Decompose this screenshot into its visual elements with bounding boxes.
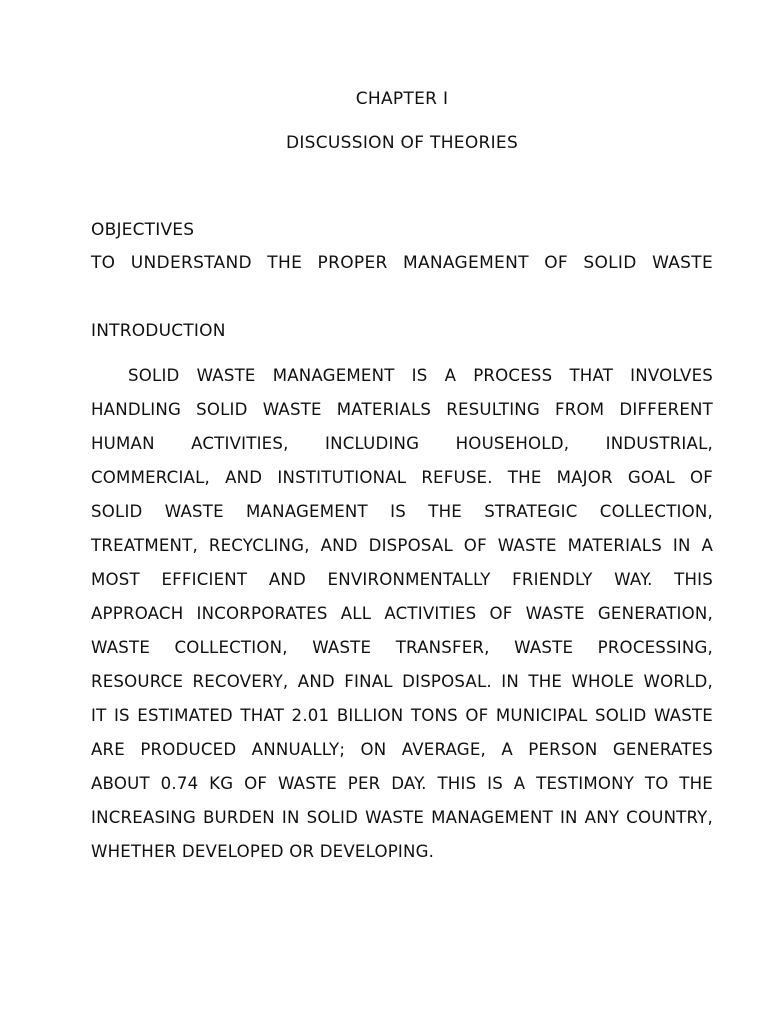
chapter-subtitle: DISCUSSION OF THEORIES — [285, 133, 519, 153]
objectives-text: TO UNDERSTAND THE PROPER MANAGEMENT OF SOLID WASTE — [91, 253, 713, 273]
paragraph-line: WASTE COLLECTION, WASTE TRANSFER, WASTE PROCESSING, — [91, 638, 713, 657]
paragraph-line: IT IS ESTIMATED THAT 2.01 BILLION TONS OF MUNICIPAL SOLID WASTE — [91, 706, 713, 725]
chapter-title: CHAPTER I — [355, 89, 449, 109]
paragraph-line: COMMERCIAL, AND INSTITUTIONAL REFUSE. THE MAJOR GOAL OF — [91, 468, 713, 487]
introduction-heading: INTRODUCTION — [91, 321, 226, 341]
paragraph-line: INCREASING BURDEN IN SOLID WASTE MANAGEMENT IN ANY COUNTRY, — [91, 808, 713, 827]
paragraph-line: SOLID WASTE MANAGEMENT IS THE STRATEGIC COLLECTION, — [91, 502, 713, 521]
paragraph-line: APPROACH INCORPORATES ALL ACTIVITIES OF WASTE GENERATION, — [91, 604, 713, 623]
paragraph-line: ABOUT 0.74 KG OF WASTE PER DAY. THIS IS A TESTIMONY TO THE — [91, 774, 713, 793]
paragraph-line: MOST EFFICIENT AND ENVIRONMENTALLY FRIENDLY WAY. THIS — [91, 570, 713, 589]
introduction-paragraph — [91, 359, 713, 869]
paragraph-line: WHETHER DEVELOPED OR DEVELOPING. — [91, 842, 435, 861]
paragraph-line: SOLID WASTE MANAGEMENT IS A PROCESS THAT INVOLVES — [128, 366, 713, 385]
paragraph-line: RESOURCE RECOVERY, AND FINAL DISPOSAL. IN THE WHOLE WORLD, — [91, 672, 713, 691]
objectives-heading: OBJECTIVES — [91, 220, 195, 240]
paragraph-line: HUMAN ACTIVITIES, INCLUDING HOUSEHOLD, INDUSTRIAL, — [91, 434, 713, 453]
paragraph-line: ARE PRODUCED ANNUALLY; ON AVERAGE, A PERSON GENERATES — [91, 740, 713, 759]
paragraph-line: HANDLING SOLID WASTE MATERIALS RESULTING FROM DIFFERENT — [91, 400, 713, 419]
paragraph-line: TREATMENT, RECYCLING, AND DISPOSAL OF WASTE MATERIALS IN A — [91, 536, 713, 555]
